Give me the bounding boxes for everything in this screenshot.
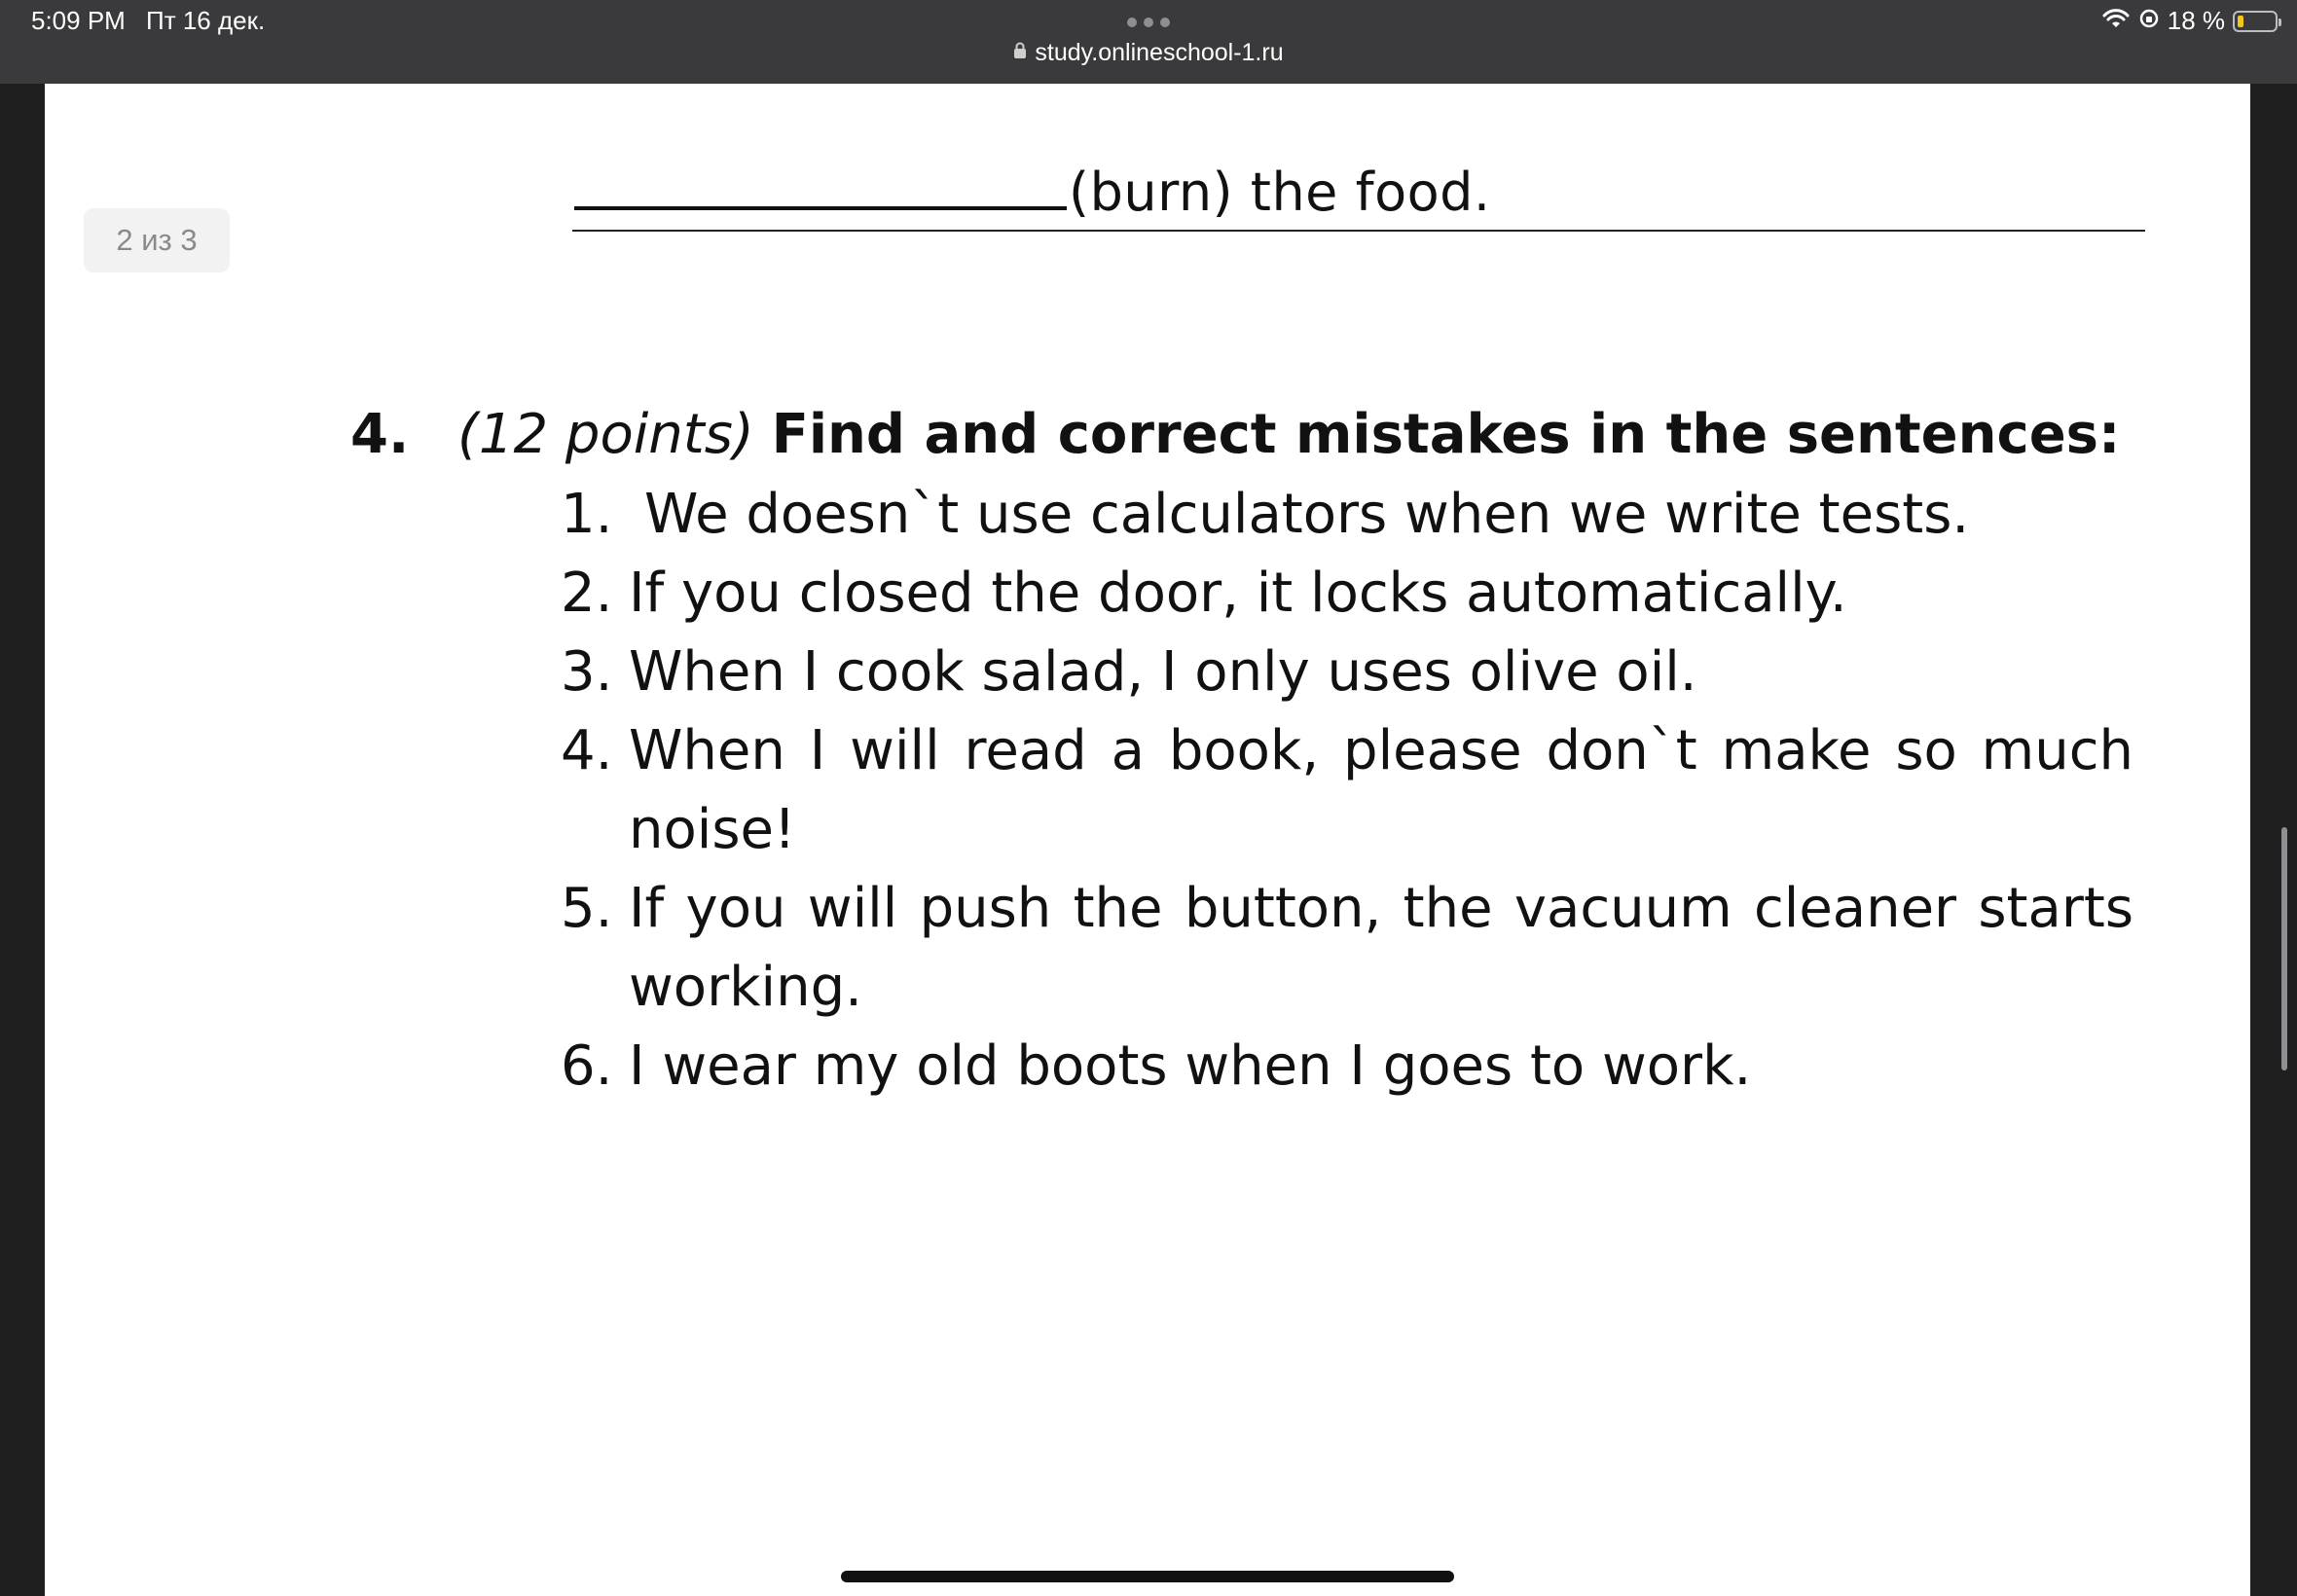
status-indicators (2101, 6, 2278, 36)
list-item (561, 869, 2133, 1027)
page-counter-badge: 2 из 3 (84, 208, 230, 272)
item-text: We doesn`t use calculators when we write tests. (644, 483, 1970, 546)
browser-top-bar (0, 0, 2297, 84)
item-text: I wear my old boots when I goes to work. (629, 1034, 1752, 1098)
list-item (561, 1027, 2133, 1106)
task-heading (457, 403, 2120, 466)
previous-exercise-line (574, 160, 1491, 223)
task-instruction: Find and correct mistakes in the sentences: (771, 403, 2121, 466)
lock-icon (1013, 38, 1027, 66)
document-page (45, 84, 2250, 1596)
wifi-icon (2101, 6, 2131, 36)
item-number: 2. (561, 562, 613, 625)
scroll-indicator[interactable] (2281, 827, 2287, 1070)
list-item (561, 633, 2133, 711)
item-number: 6. (561, 1034, 613, 1098)
orientation-lock-icon (2138, 6, 2160, 36)
battery-percent: 18 % (2167, 6, 2225, 35)
task-points: (12 points) (457, 403, 754, 466)
list-item (561, 475, 2133, 554)
item-text: When I cook salad, I only uses olive oil. (629, 640, 1697, 704)
item-number: 5. (561, 877, 613, 940)
sentence-list (561, 475, 2133, 1106)
answer-blank (574, 160, 1067, 210)
list-item (561, 711, 2133, 869)
item-number: 3. (561, 640, 613, 704)
item-number: 4. (561, 719, 613, 782)
item-text: If you closed the door, it locks automatically. (629, 562, 1847, 625)
list-item (561, 554, 2133, 633)
address-bar[interactable] (0, 39, 2297, 68)
item-text: If you will push the button, the vacuum cleaner starts working. (629, 877, 2133, 1019)
url-text: study.onlineschool-1.ru (1035, 39, 1284, 66)
task-number: 4. (350, 403, 410, 466)
battery-icon (2233, 11, 2278, 32)
answer-rule (572, 230, 2145, 232)
multitasking-dots-icon[interactable] (1127, 18, 1170, 27)
status-date: Пт 16 дек. (146, 6, 266, 35)
item-number: 1. (561, 483, 613, 546)
previous-line-text: (burn) the food. (1069, 162, 1491, 223)
home-indicator[interactable] (841, 1571, 1454, 1582)
status-time: 5:09 PM (31, 6, 126, 35)
item-text: When I will read a book, please don`t make so much noise! (629, 719, 2133, 861)
